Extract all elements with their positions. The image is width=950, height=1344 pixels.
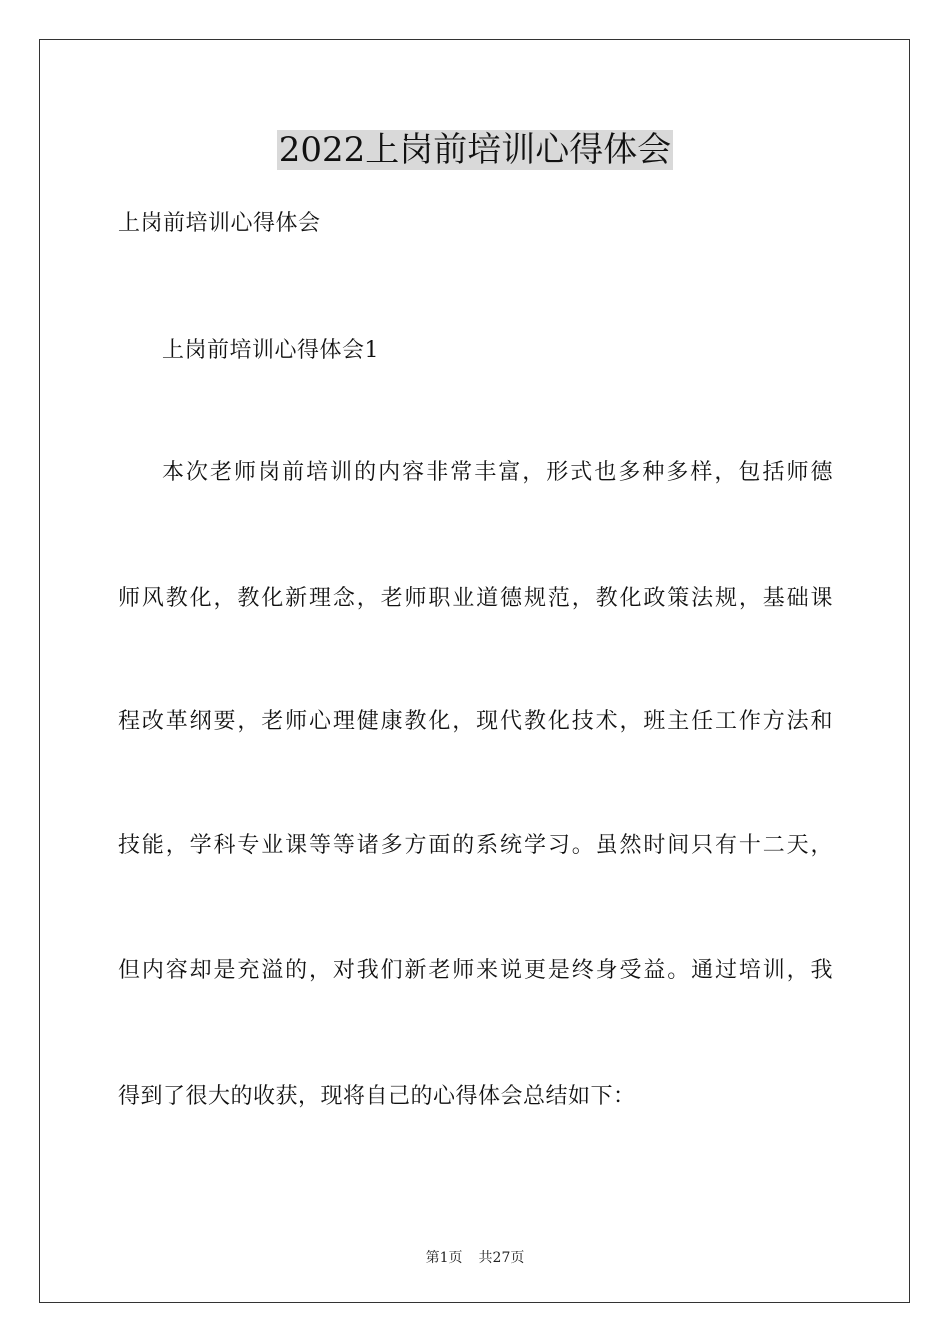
- paragraph-line: 程改革纲要，老师心理健康教化，现代教化技术，班主任工作方法和: [118, 709, 833, 734]
- page-total: 共27页: [478, 1250, 525, 1266]
- document-subtitle: 上岗前培训心得体会: [118, 211, 321, 236]
- document-title: [0, 128, 950, 172]
- paragraph-line: 本次老师岗前培训的内容非常丰富，形式也多种多样，包括师德: [162, 460, 833, 485]
- paragraph-line: 技能，学科专业课等等诸多方面的系统学习。虽然时间只有十二天，: [118, 833, 833, 858]
- page-footer: [0, 1249, 950, 1267]
- paragraph-line: 但内容却是充溢的，对我们新老师来说更是终身受益。通过培训，我: [118, 958, 833, 983]
- section-heading: 上岗前培训心得体会1: [162, 338, 379, 363]
- paragraph-line: 得到了很大的收获，现将自己的心得体会总结如下：: [118, 1084, 636, 1109]
- document-title-text: 2022上岗前培训心得体会: [278, 130, 672, 170]
- paragraph-line: 师风教化，教化新理念，老师职业道德规范，教化政策法规，基础课: [118, 586, 833, 611]
- page-number: 第1页: [425, 1250, 463, 1266]
